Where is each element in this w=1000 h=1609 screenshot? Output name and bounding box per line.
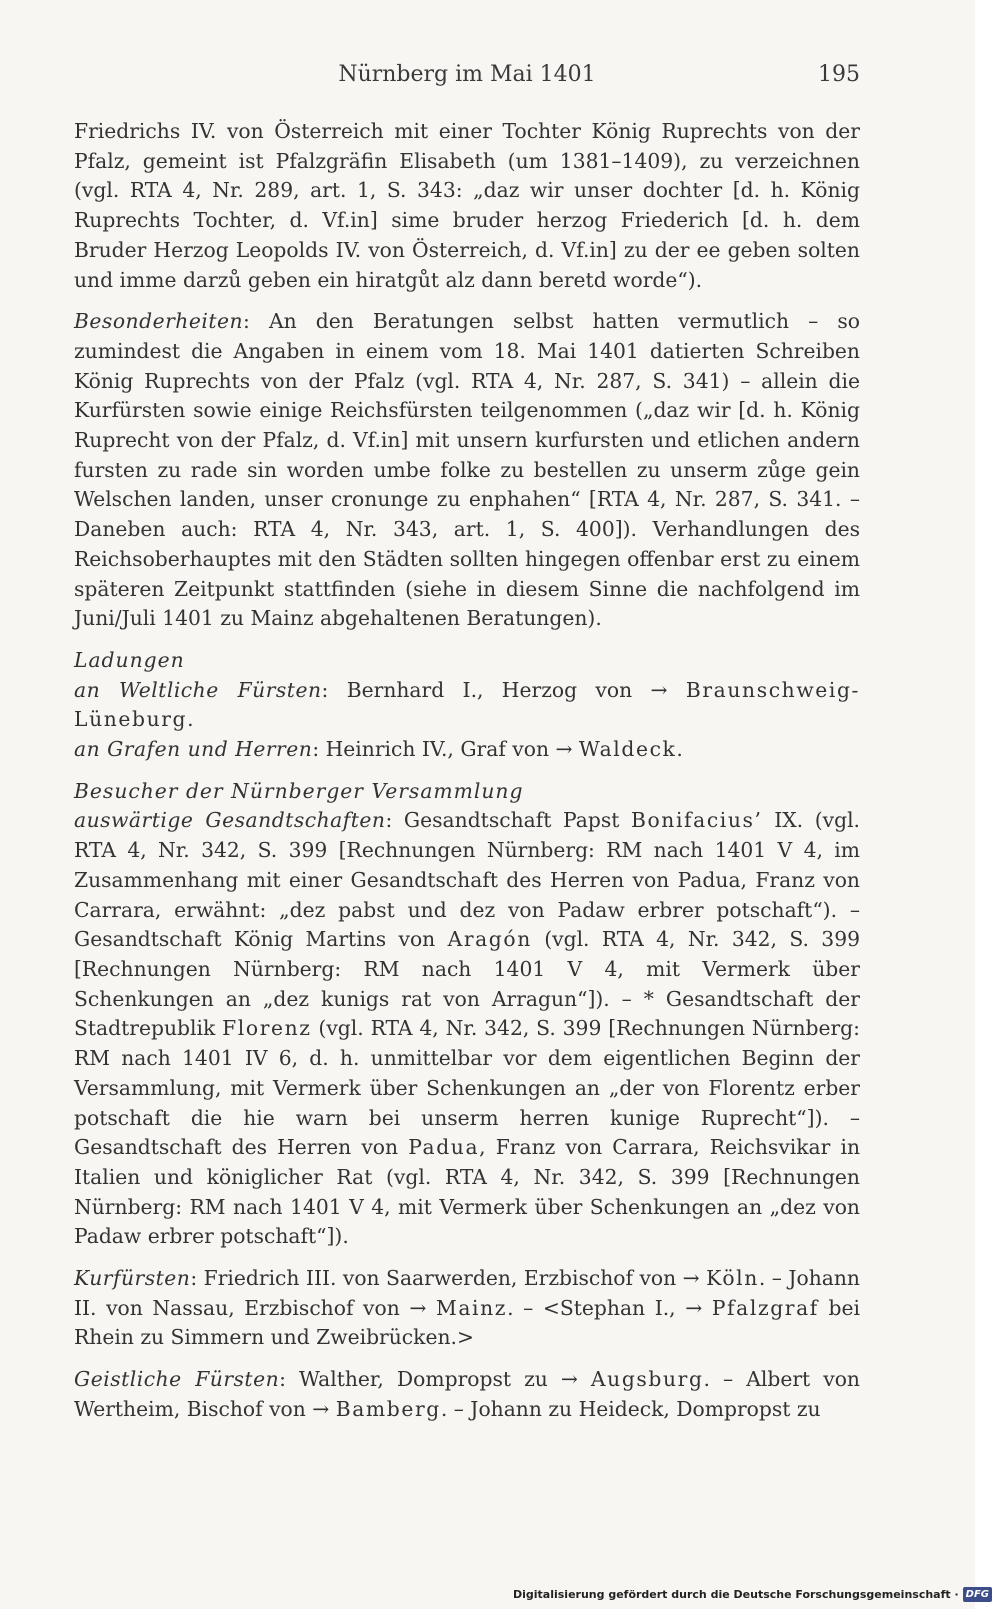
paragraph-besonderheiten [74,307,860,634]
entry-weltliche-fuersten: an Weltliche Fürsten: Bernhard I., Herzog von → Braunschweig-Lüneburg. [74,677,861,732]
text-besonderheiten: : An den Beratungen selbst hatten vermutlich – so zumindest die Angaben in einem vom 18. Mai 1401 datierten Schreiben König Ruprechts von der Pfalz (vgl. RTA 4, Nr. 287, S. 341) – allein die Kurfürsten sowie einige Reichsfürsten teilgenommen („daz wir [d. h. König Ruprecht von der Pfalz, d. Vf.in] mit unsern kurfursten und etlichen andern fursten zu rade sin worden umbe folke zu bestellen zu unserm zůge gein Welschen landen, unser cronunge zu enphahen“ [RTA 4, Nr. 287, S. 341. – Daneben auch: RTA 4, Nr. 343, art. 1, S. 400]). Verhandlungen des Reichsoberhauptes mit den Städten sollten hingegen offenbar erst zu einem späteren Zeitpunkt stattfinden (siehe in diesem Sinne die nachfolgend im Juni/Juli 1401 zu Mainz abgehaltenen Beratungen). [74,309,860,631]
entry-grafen-herren: an Grafen und Herren: Heinrich IV., Graf von → Waldeck. [74,737,683,762]
entry-kurfuersten: Kurfürsten: Friedrich III. von Saarwerden, Erzbischof von → Köln. – Johann II. von Nassau, Erzbischof von → Mainz. – <Stephan I., → Pfalzgraf bei Rhein zu Simmern und Zweibrücken.> [74,1266,860,1350]
label-geistliche-fuersten: Geistliche Fürsten [74,1367,280,1392]
link-augsburg: Augsburg [590,1367,704,1392]
page-number: 195 [818,62,860,87]
name-aragon: Aragón [447,927,532,952]
arrow-icon: → [650,677,668,702]
entry-gesandtschaften: auswärtige Gesandtschaften: Gesandtschaft Papst Bonifacius’ IX. (vgl. RTA 4, Nr. 342, S. 399 [Rechnungen Nürnberg: RM nach 1401 V 4, im Zusammenhang mit einer Gesandtschaft des Herren von Padua, Franz von Carrara, erwähnt: „dez pabst und dez von Padaw erbrer potschaft“). – Gesandtschaft König Martins von Aragón (vgl. RTA 4, Nr. 342, S. 399 [Rechnungen Nürnberg: RM nach 1401 V 4, mit Vermerk über Schenkungen an „dez kunigs rat von Arragun“]). – * Gesandtschaft der Stadtrepublik Florenz (vgl. RTA 4, Nr. 342, S. 399 [Rechnungen Nürnberg: RM nach 1401 IV 6, d. h. unmittelbar vor dem eigentlichen Beginn der Versammlung, mit Vermerk über Schenkungen an „der von Florentz erber potschaft die hie warn bei unserm herren kunige Ruprecht“]). – Gesandtschaft des Herren von Padua, Franz von Carrara, Reichsvikar in Italien und königlicher Rat (vgl. RTA 4, Nr. 342, S. 399 [Rechnungen Nürnberg: RM nach 1401 V 4, mit Vermerk über Schenkungen an „dez von Padaw erbrer potschaft“]). [74,808,861,1249]
link-waldeck: Waldeck [578,737,677,762]
page-body [74,117,860,1425]
link-pfalzgraf: Pfalzgraf [711,1295,819,1320]
label-weltliche-fuersten: an Weltliche Fürsten [74,677,322,702]
name-padua: Padua [408,1135,480,1160]
label-besonderheiten: Besonderheiten [74,309,244,334]
arrow-icon: → [409,1295,436,1320]
name-bonifacius: Bonifacius’ [630,808,763,833]
arrow-icon: → [685,1295,712,1320]
entry-geistliche-fuersten: Geistliche Fürsten: Walther, Dompropst zu → Augsburg. – Albert von Wertheim, Bischof von → Bamberg. – Johann zu Heideck, Dompropst zu [74,1367,860,1421]
arrow-icon: → [682,1266,707,1291]
link-bamberg: Bamberg [335,1396,441,1421]
credit-text: Digitalisierung gefördert durch die Deutsche Forschungsgemeinschaft · [512,1588,959,1601]
arrow-icon: → [560,1367,591,1392]
heading-ladungen: Ladungen [74,647,185,672]
paragraph-intro: Friedrichs IV. von Österreich mit einer Tochter König Ruprechts von der Pfalz, gemeint ist Pfalzgräfin Elisabeth (um 1381–1409), zu verzeichnen (vgl. RTA 4, Nr. 289, art. 1, S. 343: „daz wir unser dochter [d. h. König Ruprechts Tochter, d. Vf.in] sime bruder herzog Friederich [d. h. dem Bruder Herzog Leopolds IV. von Österreich, d. Vf.in] zu der ee geben solten und imme darzů geben ein hiratgůt alz dann beretd worde“). [74,119,860,292]
link-braunschweig-lueneburg: Braunschweig-Lüneburg [74,677,861,732]
link-mainz: Mainz [435,1295,508,1320]
arrow-icon: → [555,737,573,762]
running-title: Nürnberg im Mai 1401 [338,62,596,87]
label-kurfuersten: Kurfürsten [74,1266,191,1291]
page-margin [975,0,1000,1609]
arrow-icon: → [312,1396,336,1421]
label-grafen-herren: an Grafen und Herren [74,737,313,762]
heading-besucher: Besucher der Nürnberger Versammlung [74,778,524,803]
dfg-logo-icon: DFG [963,1587,992,1602]
name-florenz: Florenz [222,1016,312,1041]
digitization-credit [513,1587,992,1602]
page-header [74,62,860,96]
label-gesandtschaften: auswärtige Gesandtschaften [74,808,386,833]
link-koeln: Köln [706,1266,759,1291]
